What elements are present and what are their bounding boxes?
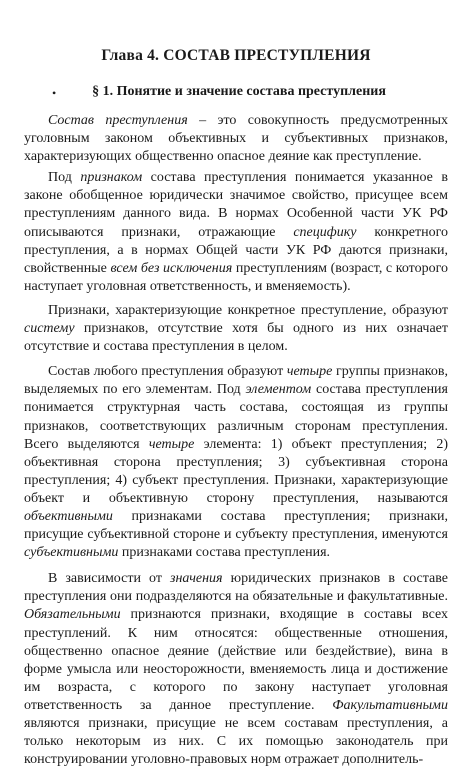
paragraph-system: [24, 302, 448, 356]
paragraph-text: являются признаки, присущие не всем составам преступления, а только некоторым из них. С их помощью законодатель при конструировании уголовно-правовых норм отражает дополнитель-: [24, 716, 448, 768]
paragraph-text: юридических признаков в составе преступления они подразделяются на обязательные и факультативные.: [24, 571, 448, 605]
term-italic: элементом: [245, 382, 312, 398]
term-italic: систему: [24, 321, 75, 337]
paragraph-text: группы признаков, выделяемых по его элементам. Под: [24, 364, 448, 398]
section-title: § 1. Понятие и значение состава преступления: [92, 84, 386, 99]
paragraph-text: состава преступления понимается структурная часть состава, состоящая из группы признаков, соответствующих различным сторонам преступления. Всего выделяются: [24, 382, 448, 452]
paragraph-significance: [24, 570, 448, 769]
paragraph-text: – это совокупность предусмотренных уголовным законом объективных и субъективных признаков, характеризующих общественно опасное деяние как преступление.: [24, 113, 448, 165]
paragraph-text: элемента: 1) объект преступления; 2) объективная сторона преступления; 3) субъективная сторона преступления; 4) субъект преступления. Признаки, характеризующие объект и объективную сторону преступления, называются: [24, 436, 448, 506]
paragraph-text: признаков, отсутствие хотя бы одного из них означает отсутствие и состава преступления в целом.: [24, 321, 448, 355]
paragraph-definition: [24, 112, 448, 166]
term-italic: субъективными: [24, 545, 119, 561]
term-italic: значения: [170, 571, 223, 587]
term-italic: Факультативными: [332, 697, 448, 713]
paragraph-text: Под: [48, 170, 81, 186]
paragraph-text: Состав любого преступления образуют: [48, 364, 287, 380]
term-italic: Обязательными: [24, 607, 121, 623]
section-marker: •: [52, 86, 57, 100]
paragraph-text: признаются признаки, входящие в составы всех преступлений. К ним относятся: общественные отношения, общественно опасное деяние (действие или бездействие), вина в форме умысла или неосторожности, вменяемость лица и достижение им возраста, с которого по закону наступает уголовная ответственность за данное преступление.: [24, 607, 448, 713]
paragraph-feature: [24, 169, 448, 296]
term-italic: четыре: [148, 436, 195, 452]
paragraph-text: конкретного преступления, а в нормах Общей части УК РФ даются признаки, свойственные: [24, 224, 448, 276]
paragraph-text: преступлениям (возраст, с которого наступает уголовная ответственность, и вменяемость).: [24, 260, 449, 294]
chapter-title: Глава 4. СОСТАВ ПРЕСТУПЛЕНИЯ: [101, 47, 371, 64]
paragraph-text: Признаки, характеризующие конкретное преступление, образуют: [48, 302, 448, 318]
section-heading-row: [24, 84, 448, 100]
paragraph-text: признаками состава преступления.: [118, 545, 331, 561]
term-italic: специфику: [293, 224, 357, 240]
paragraph-text: признаками состава преступления; признаки, присущие субъективной стороне и субъекту преступления, именуются: [24, 508, 448, 543]
term-italic: объективными: [24, 508, 113, 524]
term-italic: четыре: [286, 364, 333, 380]
paragraph-text: В зависимости от: [48, 571, 170, 587]
paragraph-text: состава преступления понимается указанное в законе обобщенное юридически значимое свойство, присущее всем преступлениям данного вида. В нормах Особенной части УК РФ описываются признаки, отражающие: [24, 170, 448, 240]
term-italic: Состав преступления: [48, 113, 188, 128]
paragraph-elements: [24, 363, 448, 562]
term-italic: признаком: [80, 170, 143, 186]
term-italic: всем без исключения: [110, 260, 233, 276]
